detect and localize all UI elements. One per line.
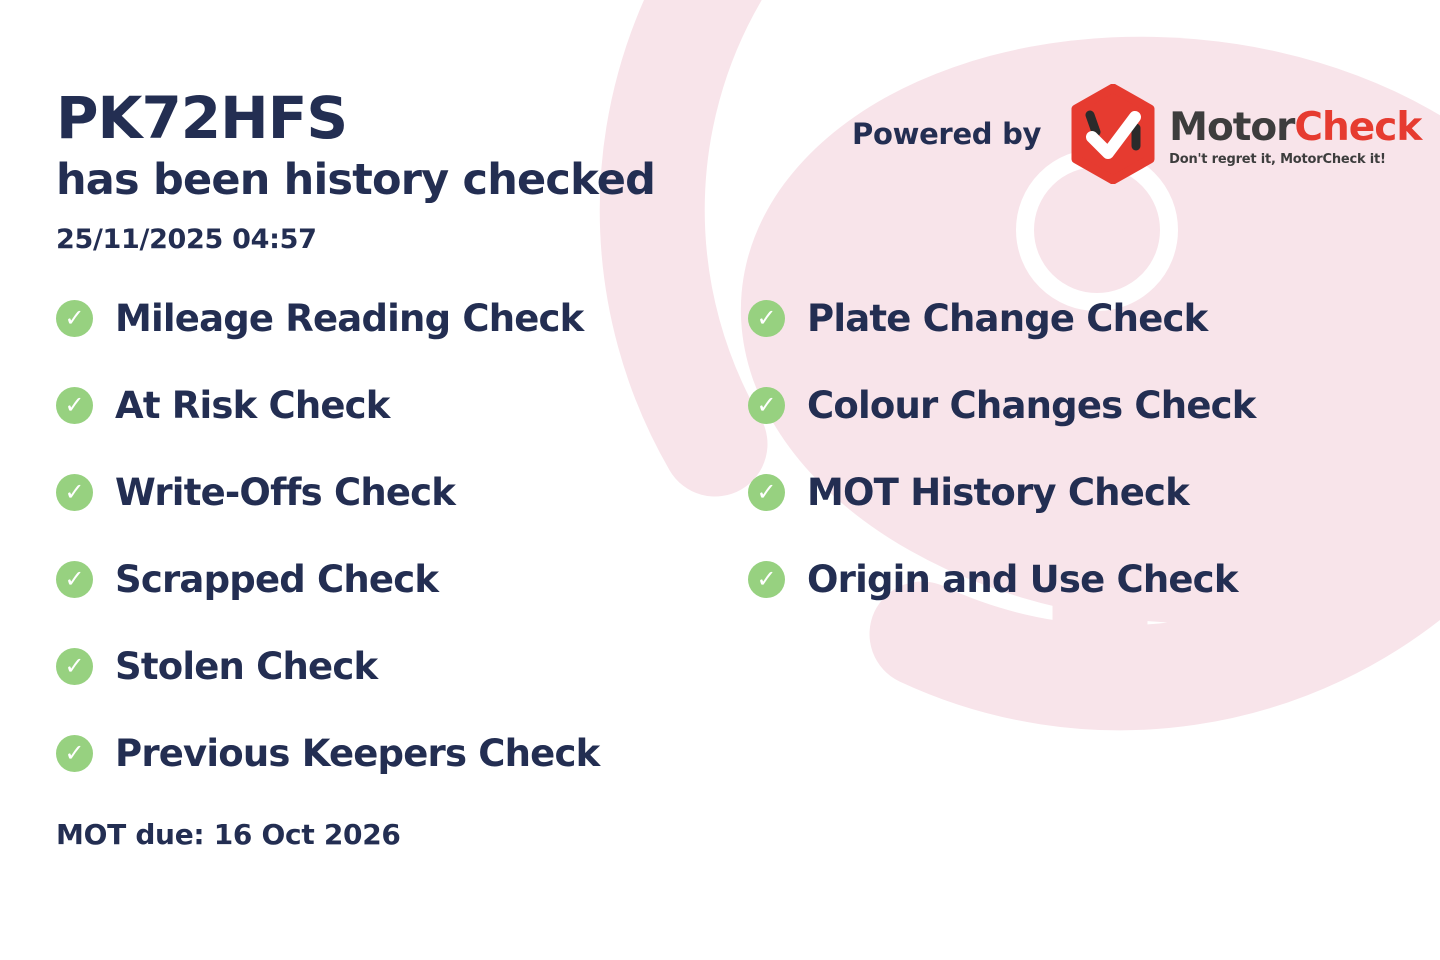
check-circle-icon: ✓ [748,300,785,337]
check-timestamp: 25/11/2025 04:57 [56,224,317,255]
list-item [56,727,599,779]
check-circle-icon: ✓ [748,387,785,424]
check-circle-icon: ✓ [56,735,93,772]
brand-name [1169,104,1422,150]
wheel-ring-left-arc [652,0,715,444]
brand-name-check: Check [1294,104,1422,150]
list-item [56,466,455,518]
list-item [748,292,1207,344]
check-circle-icon: ✓ [56,648,93,685]
check-label: Stolen Check [115,644,378,688]
check-circle-icon: ✓ [56,561,93,598]
brand-name-motor: Motor [1169,104,1295,150]
list-item [56,553,438,605]
check-circle-icon: ✓ [56,474,93,511]
brand-tagline: Don't regret it, MotorCheck it! [1169,151,1386,167]
branding-block [852,84,1421,184]
mot-due-text: MOT due: 16 Oct 2026 [56,818,401,851]
check-label: Colour Changes Check [807,383,1256,427]
check-circle-icon: ✓ [748,561,785,598]
page-title: has been history checked [56,155,656,205]
check-circle-icon: ✓ [748,474,785,511]
list-item [56,292,583,344]
logo-m-left-leg [1090,115,1096,132]
list-item [748,466,1189,518]
brand-text-block [1169,104,1422,167]
list-item [748,553,1238,605]
motorcheck-logo-icon [1071,84,1155,184]
check-circle-icon: ✓ [56,387,93,424]
list-item [56,640,377,692]
list-item [748,379,1256,431]
check-label: Previous Keepers Check [115,731,600,775]
check-label: Plate Change Check [807,296,1208,340]
check-label: MOT History Check [807,470,1189,514]
registration-plate: PK72HFS [56,84,348,152]
check-label: Scrapped Check [115,557,439,601]
check-label: At Risk Check [115,383,390,427]
check-circle-icon: ✓ [56,300,93,337]
list-item [56,379,390,431]
powered-by-label: Powered by [852,117,1042,151]
check-label: Write-Offs Check [115,470,456,514]
check-label: Mileage Reading Check [115,296,584,340]
check-label: Origin and Use Check [807,557,1238,601]
